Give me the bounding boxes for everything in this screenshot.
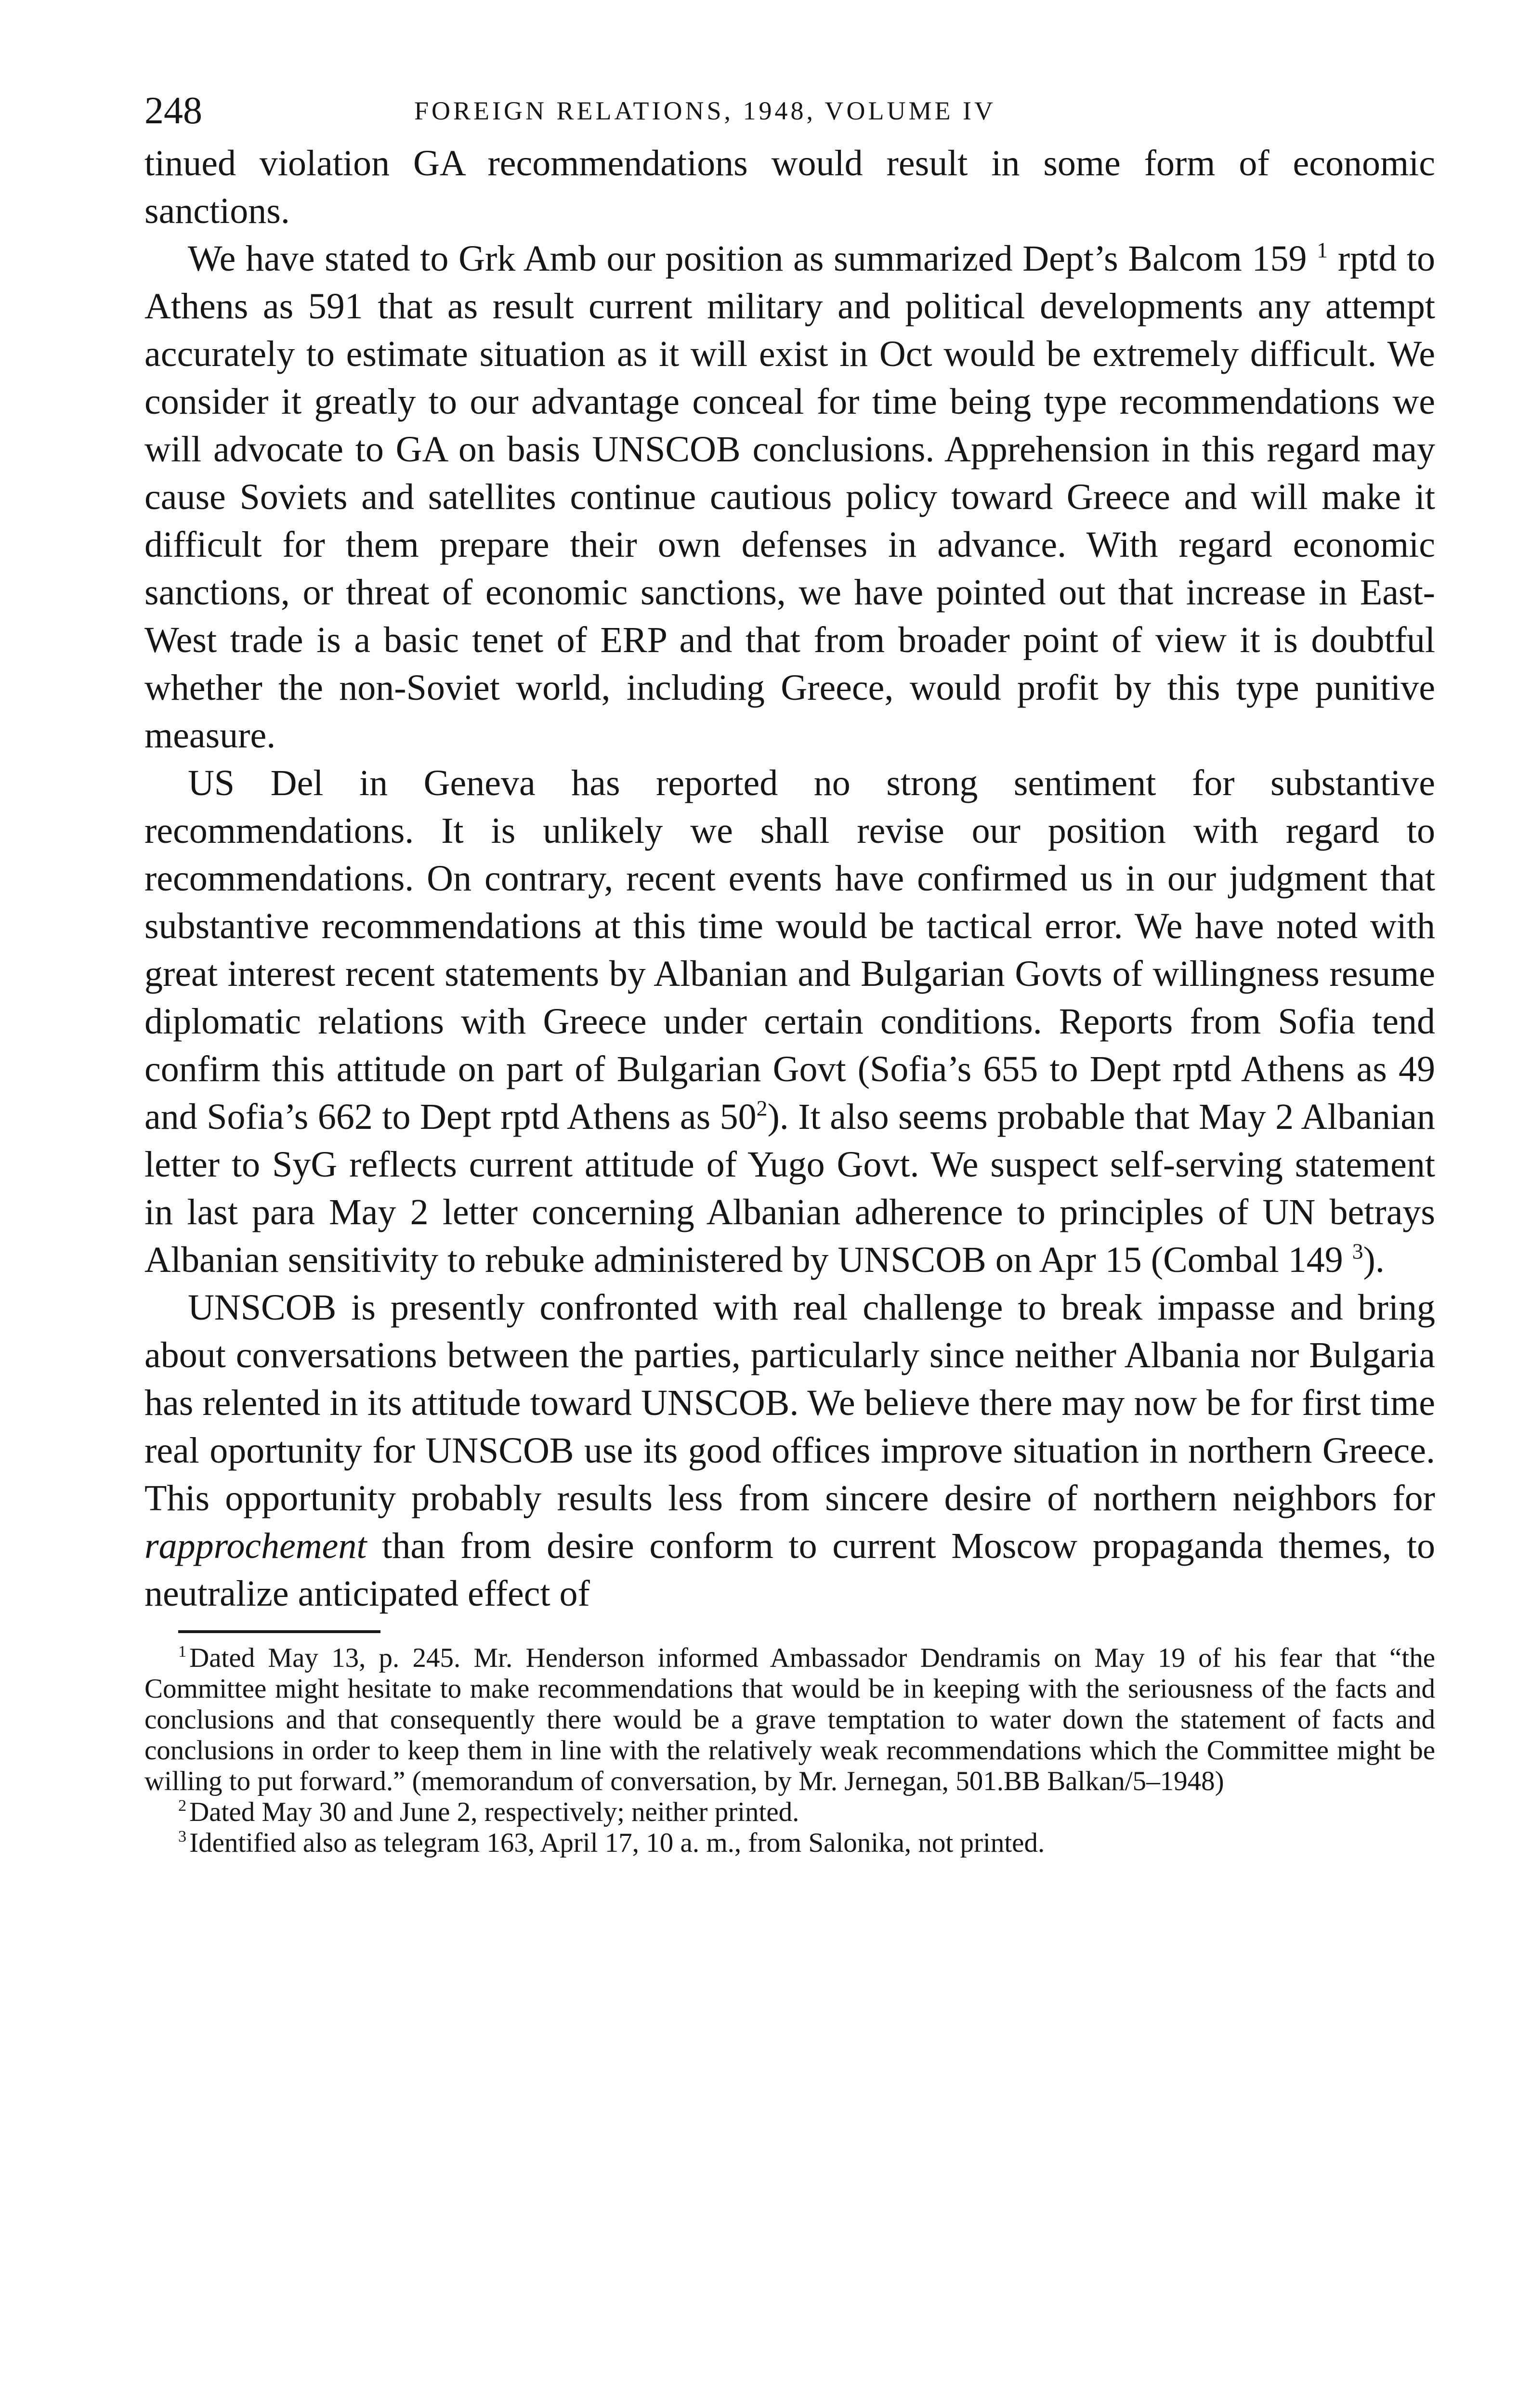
paragraph-1-text: tinued violation GA recommendations would result in some form of economic sanctions. bbox=[144, 143, 1435, 231]
paragraph-3-text-a: US Del in Geneva has reported no strong sentiment for substantive recommendations. It is unlikely we shall revise our position with regard to recommendations. On contrary, recent events have confirmed us in our judgment that substantive recommendations at this time would be tactical error. We have noted with great interest recent statements by Albanian and Bulgarian Govts of willingness resume diplomatic relations with Greece under certain conditions. Reports from Sofia tend confirm this attitude on part of Bulgarian Govt (Sofia’s 655 to Dept rptd Athens as 49 and Sofia’s 662 to Dept rptd Athens as 50 bbox=[144, 763, 1435, 1137]
footnote-ref-2: 2 bbox=[756, 1096, 768, 1121]
footnote-1 bbox=[144, 1643, 1435, 1797]
footnote-rule bbox=[178, 1630, 380, 1633]
document-page bbox=[144, 82, 1435, 1858]
paragraph-1 bbox=[144, 140, 1435, 235]
page-header bbox=[144, 82, 1435, 140]
paragraph-4-text-a: UNSCOB is presently confronted with real challenge to break impasse and bring about conversations between the parties, particularly since neither Albania nor Bulgaria has relented in its attitude toward UNSCOB. We believe there may now be for first time real oportunity for UNSCOB use its good offices improve situation in northern Greece. This opportunity probably results less from sincere desire of northern neighbors for bbox=[144, 1287, 1435, 1518]
footnote-3-text: Identified also as telegram 163, April 17, 10 a. m., from Salonika, not printed. bbox=[189, 1828, 1045, 1858]
footnote-3 bbox=[144, 1828, 1435, 1858]
paragraph-2 bbox=[144, 235, 1435, 759]
running-head: FOREIGN RELATIONS, 1948, VOLUME IV bbox=[414, 96, 996, 125]
paragraph-4-italic: rapprochement bbox=[144, 1526, 367, 1566]
footnote-3-marker: 3 bbox=[178, 1828, 187, 1846]
page-number: 248 bbox=[144, 90, 202, 132]
paragraph-4-text-b: than from desire conform to current Moscow propaganda themes, to neutralize anticipated effect of bbox=[144, 1526, 1435, 1614]
paragraph-4 bbox=[144, 1284, 1435, 1618]
paragraph-3 bbox=[144, 759, 1435, 1284]
paragraph-2-text-b: rptd to Athens as 591 that as result current military and political developments any attempt accurately to estimate situation as it will exist in Oct would be extremely difficult. We consider it greatly to our advantage conceal for time being type recommendations we will advocate to GA on basis UNSCOB conclusions. Apprehension in this regard may cause Soviets and satellites continue cautious policy toward Greece and will make it difficult for them prepare their own defenses in advance. With regard economic sanctions, or threat of economic sanctions, we have pointed out that increase in East-West trade is a basic tenet of ERP and that from broader point of view it is doubtful whether the non-Soviet world, including Greece, would profit by this type punitive measure. bbox=[144, 238, 1436, 756]
footnote-1-text: Dated May 13, p. 245. Mr. Henderson informed Ambassador Dendramis on May 19 of his fear that “the Committee might hesitate to make recommendations that would be in keeping with the seriousness of the facts and conclusions and that consequently there would be a grave temptation to water down the statement of facts and conclusions in order to keep them in line with the relatively weak recommendations which the Committee might be willing to put forward.” (memorandum of conversation, by Mr. Jernegan, 501.BB Balkan/5–1948) bbox=[144, 1643, 1435, 1796]
footnote-2 bbox=[144, 1797, 1435, 1828]
footnotes bbox=[144, 1643, 1435, 1858]
footnote-2-marker: 2 bbox=[178, 1797, 187, 1815]
paragraph-2-text-a: We have stated to Grk Amb our position as summarized Dept’s Balcom 159 bbox=[188, 238, 1307, 279]
paragraph-3-text-c: ). bbox=[1363, 1240, 1385, 1280]
footnote-1-marker: 1 bbox=[178, 1643, 187, 1661]
footnote-2-text: Dated May 30 and June 2, respectively; neither printed. bbox=[189, 1797, 799, 1827]
footnote-ref-1: 1 bbox=[1317, 237, 1328, 262]
paragraph-3-text-b: ). It also seems probable that May 2 Albanian letter to SyG reflects current attitude of Yugo Govt. We suspect self-serving statement in last para May 2 letter concerning Albanian adherence to principles of UN betrays Albanian sensitivity to rebuke administered by UNSCOB on Apr 15 (Combal 149 bbox=[144, 1097, 1435, 1280]
footnote-ref-3: 3 bbox=[1352, 1239, 1363, 1264]
body-text bbox=[144, 140, 1435, 1618]
